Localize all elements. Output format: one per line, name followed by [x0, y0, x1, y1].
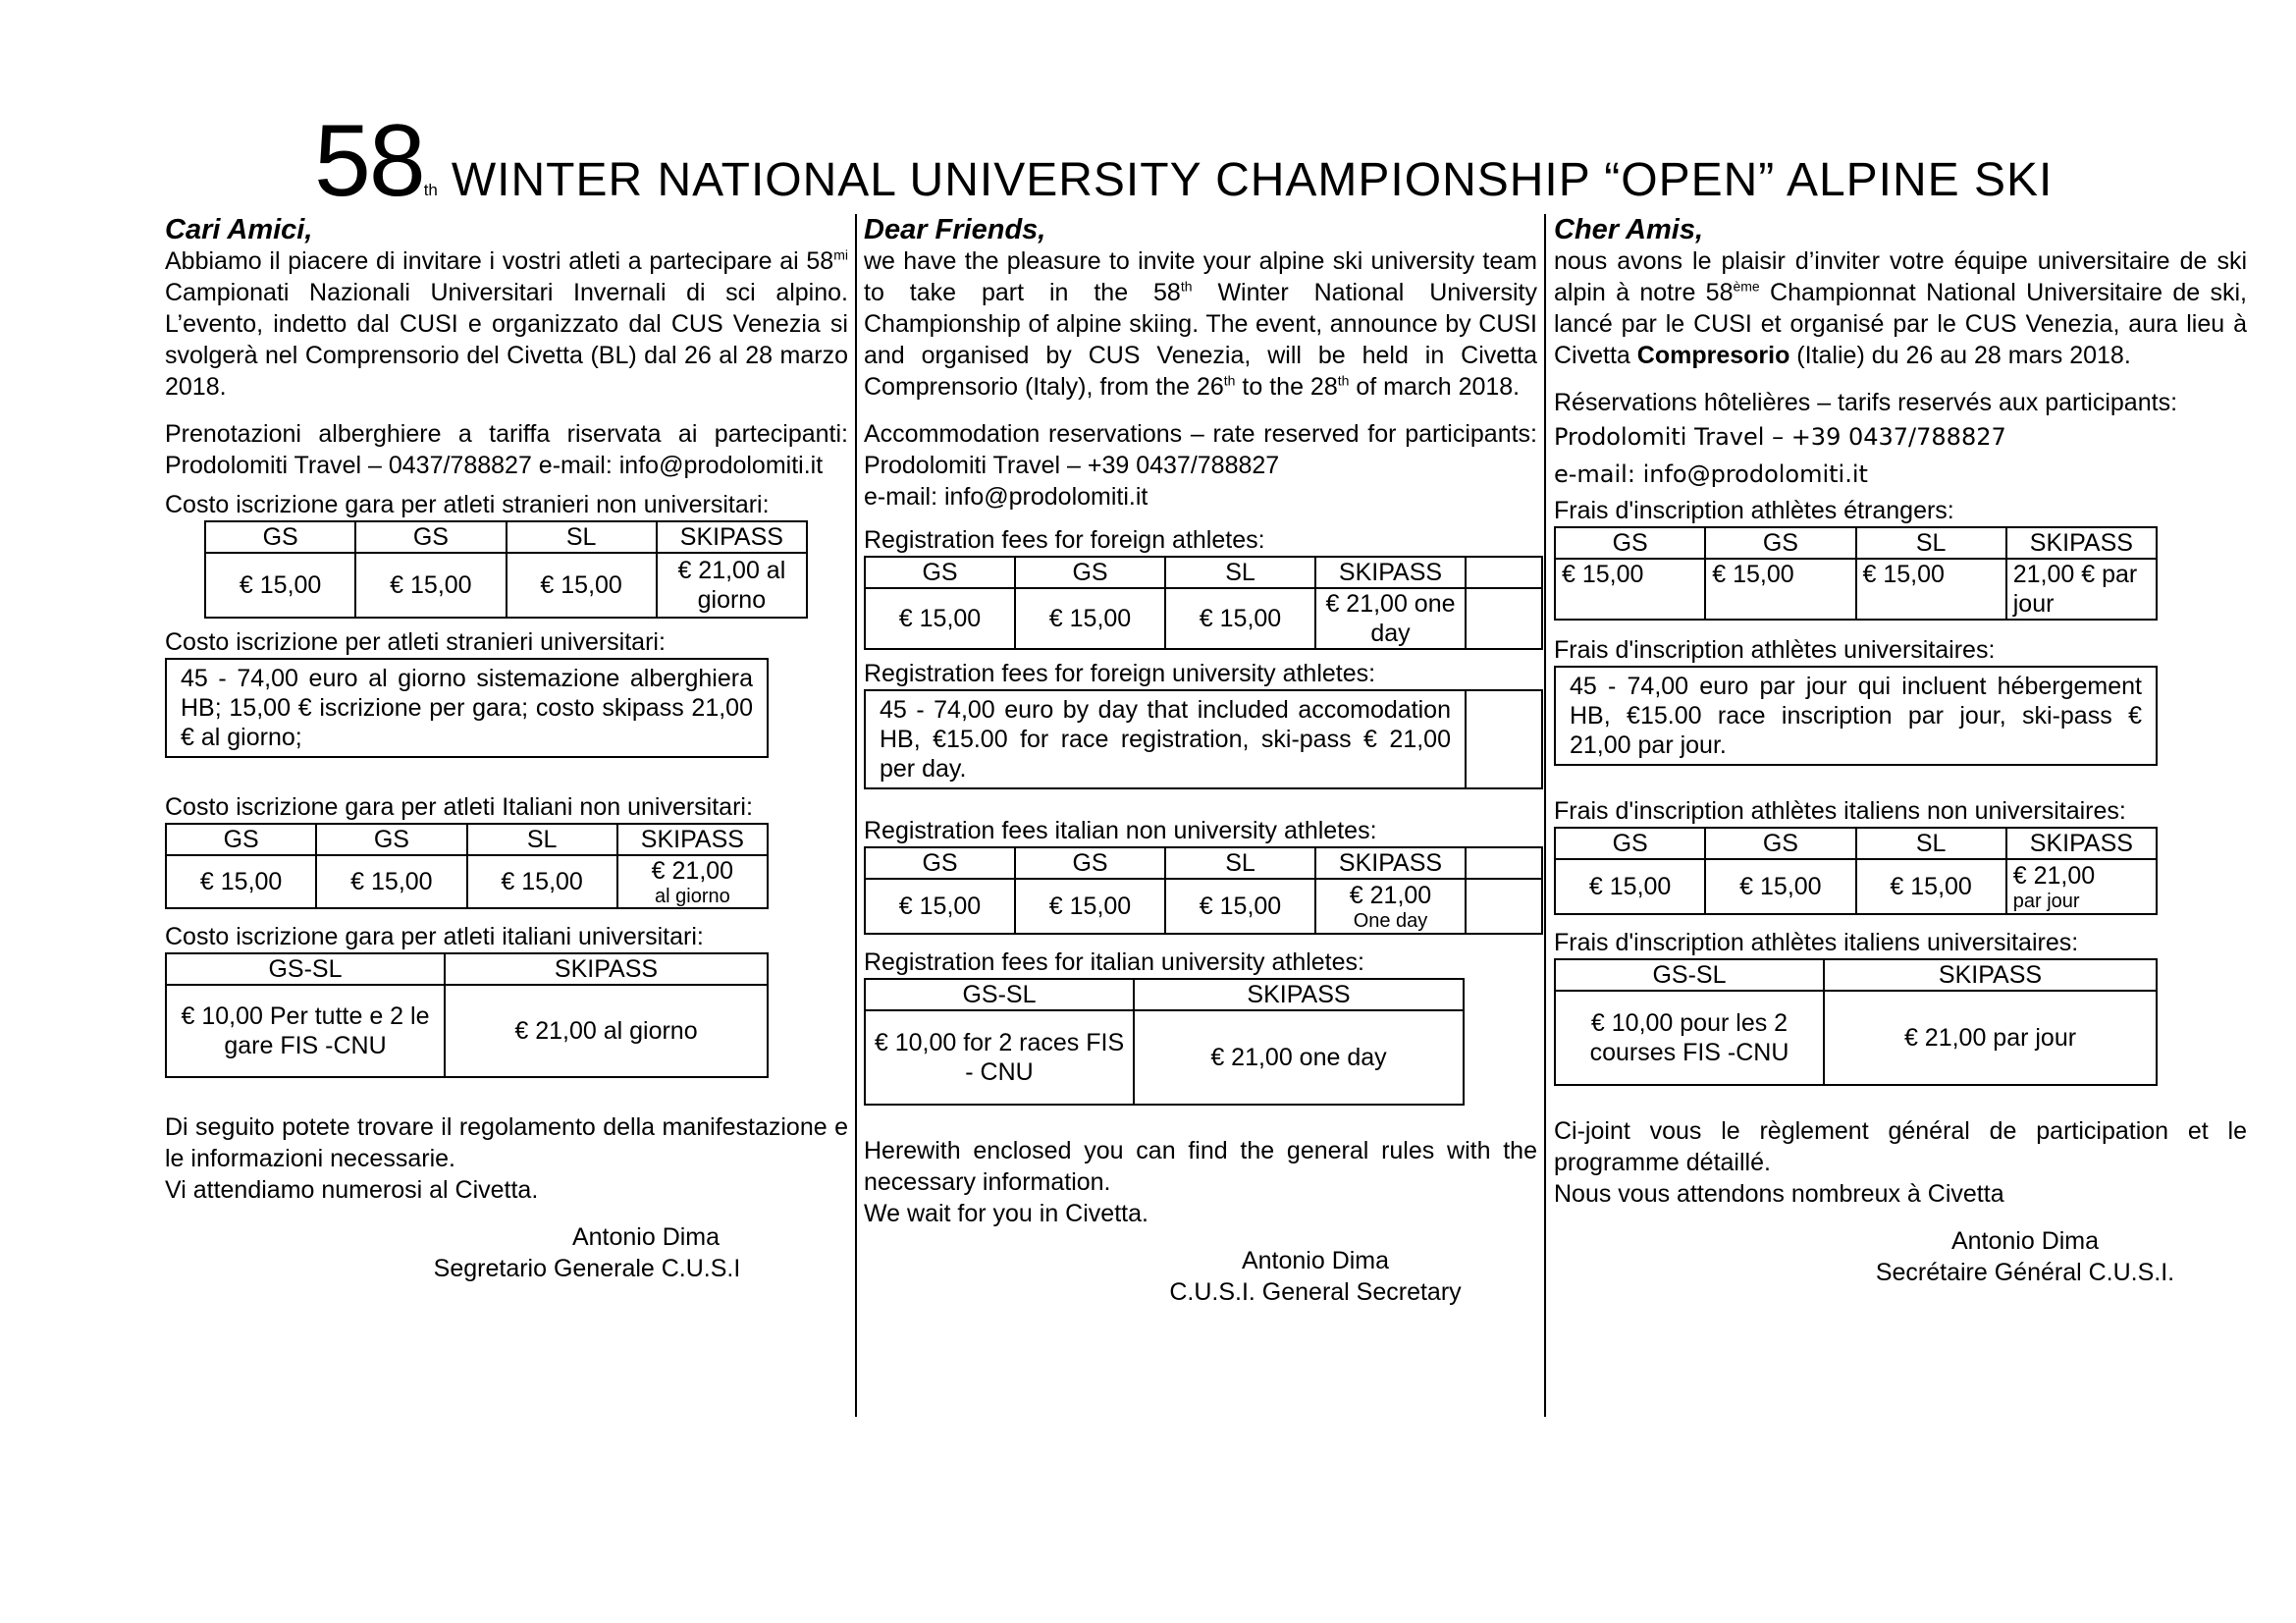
table-cell: € 15,00 [1165, 588, 1315, 649]
fees-table-foreign-non-university [204, 520, 808, 619]
page-title [314, 103, 2054, 218]
signer-role: Segretario Generale C.U.S.I [433, 1255, 741, 1282]
table-header: SL [1165, 847, 1315, 879]
table-header: SL [1165, 557, 1315, 588]
signer-role: Secrétaire Général C.U.S.I. [1875, 1259, 2175, 1286]
table-cell [617, 855, 768, 908]
table-header: SKIPASS [445, 953, 768, 985]
table-header: SKIPASS [2006, 527, 2157, 559]
table-cell: € 15,00 [1555, 859, 1705, 914]
table-header: GS [205, 521, 355, 553]
table-caption: Registration fees for foreign athletes: [864, 526, 1265, 554]
fees-table-italian-university [864, 978, 1465, 1106]
table-cell: € 10,00 Per tutte e 2 le gare FIS -CNU [166, 985, 445, 1077]
hotel-email: e-mail: info@prodolomiti.it [1554, 460, 1868, 488]
table-caption: Registration fees for foreign university athletes: [864, 660, 1376, 687]
fees-table-foreign-university [165, 658, 769, 758]
closing-line: We wait for you in Civetta. [864, 1200, 1148, 1227]
intro-bold-text: Compresorio [1636, 342, 1790, 369]
table-cell: € 15,00 [467, 855, 617, 908]
table-header: GS [1015, 557, 1165, 588]
table-header: GS-SL [166, 953, 445, 985]
hotel-paragraph: Accommodation reservations – rate reserved for participants: Prodolomiti Travel – +39 0437/788827 [864, 420, 1537, 479]
table-cell: € 15,00 [1705, 559, 1855, 620]
intro-text: nous avons le plaisir d’inviter votre équipe universitaire de ski alpin à notre 58 [1554, 247, 2247, 306]
table-header: GS [355, 521, 506, 553]
ordinal-suffix: th [1180, 278, 1193, 295]
table-header: SKIPASS [1824, 959, 2157, 991]
fees-table-foreign-university [864, 689, 1543, 789]
closing-line: Vi attendiamo numerosi al Civetta. [165, 1176, 539, 1204]
hotel-paragraph: Réservations hôtelières – tarifs reservés aux participants: [1554, 389, 2178, 416]
table-caption: Frais d'inscription athlètes étrangers: [1554, 497, 1954, 524]
table-header: GS [1705, 828, 1855, 859]
table-cell: € 15,00 [316, 855, 466, 908]
table-cell: € 21,00 par jour [1824, 991, 2157, 1085]
table-cell: € 15,00 [865, 879, 1015, 934]
intro-text: Winter National University Championship of alpine skiing. The event, announce by CUSI and organised by CUS Venezia, will be held in Civetta Comprensorio (Italy), from the 26 [864, 279, 1538, 401]
closing-paragraph: Di seguito potete trovare il regolamento della manifestazione e le informazioni necessarie. [165, 1113, 848, 1172]
hotel-phone: Prodolomiti Travel – +39 0437/788827 [1554, 423, 2006, 451]
table-empty-cell [1466, 690, 1542, 788]
table-header: SKIPASS [1315, 557, 1466, 588]
skipass-price: € 21,00 [2012, 862, 2096, 890]
table-header: SL [507, 521, 657, 553]
table-header: SKIPASS [617, 824, 768, 855]
italian-column [165, 214, 848, 1284]
table-cell: 45 - 74,00 euro al giorno sistemazione alberghiera HB; 15,00 € iscrizione per gara; costo skipass 21,00 € al giorno; [166, 659, 768, 757]
table-header: GS [865, 557, 1015, 588]
table-cell: € 21,00 one day [1134, 1010, 1464, 1105]
intro-text: Campionati Nazionali Universitari Invernali di sci alpino. L’evento, indetto dal CUSI e organizzato dal CUS Venezia si svolgerà nel Comprensorio del Civetta (BL) dal 26 al 28 marzo 2018. [165, 279, 848, 401]
english-column [864, 214, 1537, 1308]
table-cell [1315, 879, 1466, 934]
table-cell: € 15,00 [205, 553, 355, 618]
table-cell: 45 - 74,00 euro by day that included accomodation HB, €15.00 for race registration, ski-pass € 21,00 per day. [865, 690, 1466, 788]
table-cell [2006, 859, 2157, 914]
column-divider [855, 214, 857, 1417]
table-header: SKIPASS [1134, 979, 1464, 1010]
table-empty-cell [1466, 879, 1542, 934]
table-header: SKIPASS [1315, 847, 1466, 879]
table-header: SL [1856, 828, 2006, 859]
table-header: SKIPASS [657, 521, 807, 553]
table-caption: Costo iscrizione gara per atleti stranieri non universitari: [165, 491, 770, 518]
skipass-note: al giorno [655, 886, 730, 907]
table-cell: € 15,00 [355, 553, 506, 618]
table-cell: € 15,00 [1165, 879, 1315, 934]
signer-name: Antonio Dima [1241, 1247, 1390, 1274]
intro-paragraph [1554, 245, 2247, 371]
intro-text: to the 28 [1235, 373, 1338, 401]
table-cell: € 15,00 [1555, 559, 1705, 620]
signer-name: Antonio Dima [571, 1223, 721, 1251]
greeting: Dear Friends, [864, 214, 1046, 245]
ordinal-suffix: ème [1733, 278, 1760, 295]
table-header: GS [316, 824, 466, 855]
table-cell: € 15,00 [1015, 588, 1165, 649]
greeting: Cari Amici, [165, 214, 313, 245]
fees-table-italian-university [165, 952, 769, 1078]
table-header: GS [1555, 527, 1705, 559]
table-cell: € 21,00 one day [1315, 588, 1466, 649]
table-caption: Registration fees italian non university athletes: [864, 817, 1377, 844]
table-header: GS [865, 847, 1015, 879]
signer-role: C.U.S.I. General Secretary [1169, 1278, 1462, 1306]
table-caption: Costo iscrizione gara per atleti Italiani non universitari: [165, 793, 753, 821]
table-cell: € 15,00 [865, 588, 1015, 649]
title-number: 58 [314, 104, 424, 218]
signer-name: Antonio Dima [1950, 1227, 2100, 1255]
table-caption: Costo iscrizione gara per atleti italiani universitari: [165, 923, 704, 950]
table-cell: € 15,00 [1015, 879, 1165, 934]
fees-table-italian-university [1554, 958, 2158, 1086]
hotel-email: e-mail: info@prodolomiti.it [864, 483, 1148, 511]
table-cell: € 15,00 [1856, 559, 2006, 620]
table-caption: Costo iscrizione per atleti stranieri universitari: [165, 628, 666, 656]
ordinal-suffix: mi [833, 246, 848, 263]
table-empty-cell [1466, 557, 1542, 588]
title-text: WINTER NATIONAL UNIVERSITY CHAMPIONSHIP “OPEN” ALPINE SKI [451, 154, 2054, 206]
fees-table-university [1554, 666, 2158, 766]
table-caption: Registration fees for italian university athletes: [864, 948, 1364, 976]
table-cell: € 15,00 [1856, 859, 2006, 914]
intro-text: we have the pleasure to invite your alpine ski university team to take part in the 58 [864, 247, 1537, 306]
intro-text: Abbiamo il piacere di invitare i vostri atleti a partecipare ai 58 [165, 247, 834, 275]
table-cell: 21,00 € par jour [2006, 559, 2157, 620]
table-header: GS-SL [1555, 959, 1824, 991]
table-cell: € 10,00 for 2 races FIS - CNU [865, 1010, 1134, 1105]
skipass-note: par jour [2012, 891, 2080, 912]
intro-text: Championnat National Universitaire de ski, lancé par le CUSI et organisé par le CUS Venezia, aura lieu à Civetta [1554, 279, 2247, 369]
intro-text: (Italie) du 26 au 28 mars 2018. [1789, 342, 2131, 369]
table-cell: 45 - 74,00 euro par jour qui incluent hébergement HB, €15.00 race inscription par jour, ski-pass € 21,00 par jour. [1555, 667, 2157, 765]
table-cell: € 21,00 al giorno [657, 553, 807, 618]
ordinal-suffix: th [1337, 372, 1350, 389]
ordinal-suffix: th [1223, 372, 1236, 389]
skipass-price: € 21,00 [651, 857, 734, 885]
table-cell: € 10,00 pour les 2 courses FIS -CNU [1555, 991, 1824, 1085]
greeting: Cher Amis, [1554, 214, 1704, 245]
table-cell: € 15,00 [507, 553, 657, 618]
table-caption: Frais d'inscription athlètes italiens universitaires: [1554, 929, 2079, 956]
table-header: GS [1555, 828, 1705, 859]
table-header: GS [1705, 527, 1855, 559]
fees-table-italian-non-university [1554, 827, 2158, 915]
intro-paragraph [165, 245, 848, 403]
french-column [1554, 214, 2247, 1288]
intro-text: of march 2018. [1349, 373, 1521, 401]
table-empty-cell [1466, 588, 1542, 649]
fees-table-italian-non-university [165, 823, 769, 909]
closing-paragraph: Ci-joint vous le règlement général de participation et le programme détaillé. [1554, 1117, 2247, 1176]
column-divider [1544, 214, 1546, 1417]
skipass-price: € 21,00 [1349, 882, 1432, 909]
table-caption: Frais d'inscription athlètes universitaires: [1554, 636, 1996, 664]
table-cell: € 15,00 [166, 855, 316, 908]
fees-table-foreign [1554, 526, 2158, 621]
title-suffix: th [423, 181, 438, 199]
intro-paragraph [864, 245, 1537, 403]
table-cell: € 15,00 [1705, 859, 1855, 914]
table-header: GS [166, 824, 316, 855]
closing-line: Nous vous attendons nombreux à Civetta [1554, 1180, 2004, 1208]
fees-table-italian-non-university [864, 846, 1543, 935]
skipass-note: One day [1353, 910, 1428, 932]
table-header: SL [467, 824, 617, 855]
hotel-paragraph: Prenotazioni alberghiere a tariffa riservata ai partecipanti: Prodolomiti Travel – 0437/788827 e-mail: info@prodolomiti.it [165, 420, 848, 479]
table-cell: € 21,00 al giorno [445, 985, 768, 1077]
table-header: GS [1015, 847, 1165, 879]
table-header: GS-SL [865, 979, 1134, 1010]
table-empty-cell [1466, 847, 1542, 879]
table-header: SKIPASS [2006, 828, 2157, 859]
fees-table-foreign [864, 556, 1543, 650]
closing-paragraph: Herewith enclosed you can find the general rules with the necessary information. [864, 1137, 1537, 1196]
table-header: SL [1856, 527, 2006, 559]
table-caption: Frais d'inscription athlètes italiens non universitaires: [1554, 797, 2126, 825]
